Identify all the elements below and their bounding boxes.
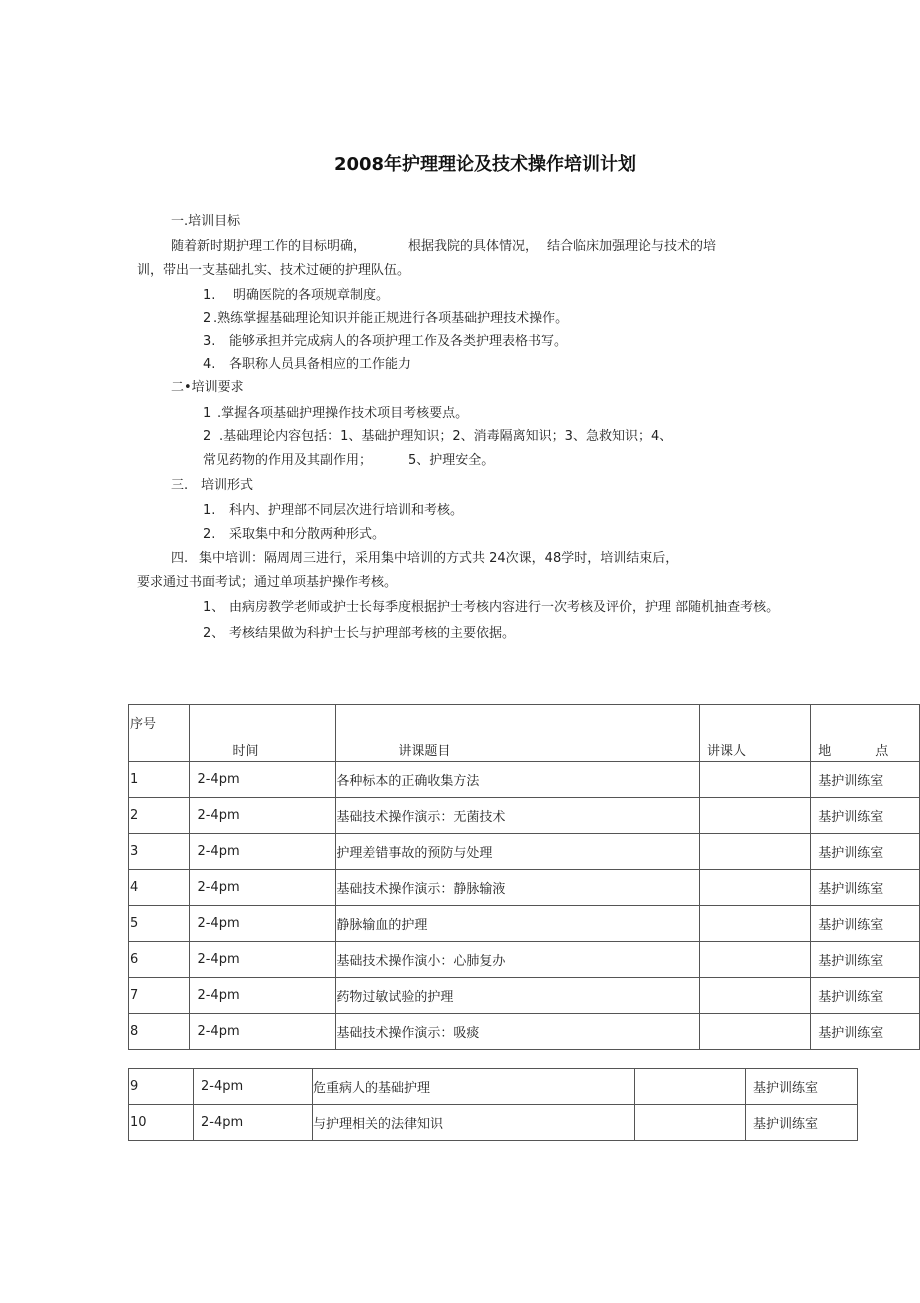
cell-topic: 基础技术操作演小：心肺复办 [336, 942, 700, 978]
page-title: 2008年护理理论及技术操作培训计划 [333, 154, 637, 175]
cell-place: 基护训练室 [811, 978, 920, 1014]
section-1-heading: 一.培训目标 [171, 214, 241, 229]
cell-place: 基护训练室 [811, 870, 920, 906]
list-item-num: 2. [203, 527, 216, 542]
cell-time: 2-4pm [190, 798, 336, 834]
list-item-text: 能够承担并完成病人的各项护理工作及各类护理表格书写。 [229, 334, 568, 349]
cell-seq: 7 [129, 978, 190, 1014]
list-item [203, 624, 515, 644]
list-item-num: 2、 [203, 626, 225, 641]
section-4-cont: 要求通过书面考试；通过单项基护操作考核。 [137, 575, 398, 590]
cell-time: 2-4pm [190, 978, 336, 1014]
cell-topic: 基础技术操作演示：静脉输液 [336, 870, 700, 906]
cell-lecturer [635, 1069, 746, 1105]
header-place-a: 地 [818, 744, 832, 759]
section-4-heading [171, 549, 678, 569]
cell-place: 基护训练室 [746, 1105, 858, 1141]
cell-time: 2-4pm [190, 906, 336, 942]
table-row [129, 762, 920, 798]
cell-time: 2-4pm [190, 942, 336, 978]
cell-time: 2-4pm [190, 1014, 336, 1050]
list-item-num: 4. [203, 357, 216, 372]
cell-seq: 3 [129, 834, 190, 870]
header-place [811, 705, 920, 762]
list-item [203, 598, 779, 618]
cell-seq: 5 [129, 906, 190, 942]
list-item [203, 427, 672, 447]
cell-place: 基护训练室 [746, 1069, 858, 1105]
list-item [203, 404, 468, 424]
cell-time: 2-4pm [194, 1105, 313, 1141]
table-row [129, 870, 920, 906]
table-row [129, 942, 920, 978]
list-item-text: 各职称人员具备相应的工作能力 [229, 357, 412, 372]
section-3-num: 三. [171, 478, 189, 493]
list-item-text: 明确医院的各项规章制度。 [233, 288, 390, 303]
list-item-text: .熟练掌握基础理论知识并能正规进行各项基础护理技术操作。 [213, 311, 569, 326]
list-item-text: 采取集中和分散两种形式。 [229, 527, 386, 542]
cell-topic: 药物过敏试验的护理 [336, 978, 700, 1014]
list-item-text: .掌握各项基础护理操作技术项目考核要点。 [217, 406, 469, 421]
cell-lecturer [699, 762, 810, 798]
cell-topic: 基础技术操作演示：无菌技术 [336, 798, 700, 834]
list-item-text: 考核结果做为科护士长与护理部考核的主要依据。 [229, 626, 516, 641]
schedule-table-continued [128, 1068, 858, 1141]
section-1-intro-c: 结合临床加强理论与技术的培 [547, 239, 717, 254]
list-item-num: 2 [203, 429, 212, 444]
header-place-b: 点 [875, 744, 889, 759]
cell-seq: 4 [129, 870, 190, 906]
list-item-num: 1 [203, 406, 212, 421]
schedule-table [128, 704, 920, 1050]
cell-topic: 各种标本的正确收集方法 [336, 762, 700, 798]
cell-seq: 10 [129, 1105, 194, 1141]
header-topic: 讲课题目 [336, 705, 700, 762]
section-3-heading [171, 476, 253, 496]
cell-lecturer [635, 1105, 746, 1141]
list-item [203, 501, 463, 521]
header-time: 时间 [190, 705, 336, 762]
table-row [129, 906, 920, 942]
cell-time: 2-4pm [190, 762, 336, 798]
section-1-intro-b: 根据我院的具体情况， [408, 239, 539, 254]
table-row [129, 834, 920, 870]
list-item [203, 525, 385, 545]
list-item-num: 1. [203, 503, 216, 518]
list-item-num: 1. [203, 288, 216, 303]
list-item [203, 355, 411, 375]
cell-lecturer [699, 870, 810, 906]
cell-time: 2-4pm [194, 1069, 313, 1105]
list-item-num: 1、 [203, 600, 225, 615]
list-item-cont-a: 常见药物的作用及其副作用； [203, 453, 373, 468]
cell-lecturer [699, 1014, 810, 1050]
cell-seq: 1 [129, 762, 190, 798]
list-item-text: 科内、护理部不同层次进行培训和考核。 [229, 503, 464, 518]
cell-lecturer [699, 942, 810, 978]
section-2-heading: 二•培训要求 [171, 380, 244, 395]
list-item-num: 2 [203, 311, 212, 326]
cell-time: 2-4pm [190, 870, 336, 906]
list-item [203, 286, 389, 306]
cell-place: 基护训练室 [811, 762, 920, 798]
cell-seq: 6 [129, 942, 190, 978]
cell-seq: 8 [129, 1014, 190, 1050]
header-lecturer: 讲课人 [699, 705, 810, 762]
cell-seq: 2 [129, 798, 190, 834]
section-3-text: 培训形式 [201, 478, 254, 493]
cell-lecturer [699, 906, 810, 942]
table-row [129, 798, 920, 834]
cell-topic: 与护理相关的法律知识 [313, 1105, 635, 1141]
cell-lecturer [699, 834, 810, 870]
cell-lecturer [699, 798, 810, 834]
table-row [129, 1105, 858, 1141]
list-item [203, 332, 567, 352]
table-row [129, 978, 920, 1014]
cell-topic: 基础技术操作演示：吸痰 [336, 1014, 700, 1050]
cell-place: 基护训练室 [811, 834, 920, 870]
cell-topic: 危重病人的基础护理 [313, 1069, 635, 1105]
section-1-intro-cont: 训，带出一支基础扎实、技术过硬的护理队伍。 [137, 263, 411, 278]
section-4-num: 四. [171, 551, 189, 566]
list-item [203, 309, 568, 329]
cell-place: 基护训练室 [811, 906, 920, 942]
cell-topic: 护理差错事故的预防与处理 [336, 834, 700, 870]
table-row [129, 1069, 858, 1105]
table-header-row [129, 705, 920, 762]
cell-topic: 静脉输血的护理 [336, 906, 700, 942]
list-item-text: .基础理论内容包括：1、基础护理知识；2、消毒隔离知识；3、急救知识；4、 [219, 429, 673, 444]
section-1-intro-a: 随着新时期护理工作的目标明确， [171, 239, 367, 254]
cell-place: 基护训练室 [811, 1014, 920, 1050]
list-item-cont-b: 5、护理安全。 [408, 453, 495, 468]
list-item-text: 由病房教学老师或护士长每季度根据护士考核内容进行一次考核及评价，护理 部随机抽查考核。 [229, 600, 780, 615]
cell-lecturer [699, 978, 810, 1014]
list-item-num: 3. [203, 334, 216, 349]
cell-seq: 9 [129, 1069, 194, 1105]
header-seq: 序号 [129, 705, 190, 762]
table-row [129, 1014, 920, 1050]
cell-place: 基护训练室 [811, 942, 920, 978]
section-4-text: 集中培训：隔周周三进行，采用集中培训的方式共 24次课，48学时，培训结束后， [199, 551, 679, 566]
cell-place: 基护训练室 [811, 798, 920, 834]
cell-time: 2-4pm [190, 834, 336, 870]
